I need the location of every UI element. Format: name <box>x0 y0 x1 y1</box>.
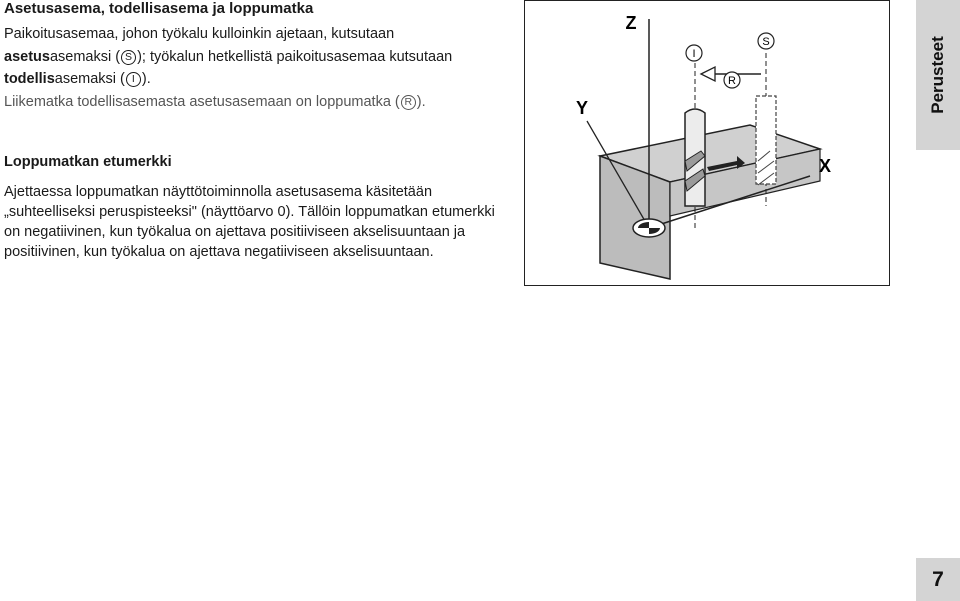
page-number: 7 <box>932 568 944 591</box>
section-tab <box>916 0 960 150</box>
intro-line-3-end: ). <box>141 71 151 87</box>
intro-line-2 <box>4 46 524 69</box>
distance-to-go-arrow-head <box>701 67 715 81</box>
page-number-box <box>916 558 960 601</box>
figure-drawing <box>525 1 888 284</box>
datum-ring <box>633 219 665 237</box>
axis-x-label: X <box>818 156 832 176</box>
intro-line-4 <box>4 91 524 114</box>
label-s: S <box>762 36 770 48</box>
intro-line-1: Paikoitusasemaa, johon työkalu kulloinkin ajetaan, kutsutaan <box>4 26 395 42</box>
intro-text <box>4 23 524 113</box>
circled-r-marker: R <box>401 95 416 110</box>
label-i: I <box>692 48 696 60</box>
circled-s-marker: S <box>121 50 136 65</box>
tool-position-figure <box>524 0 890 286</box>
intro-line-3 <box>4 68 524 91</box>
section-tab-label: Perusteet <box>928 36 947 114</box>
axis-y-label: Y <box>575 98 589 118</box>
subheading: Loppumatkan etumerkki <box>4 154 172 170</box>
axis-z-label: Z <box>625 13 637 33</box>
body-paragraph: Ajettaessa loppumatkan näyttötoiminnolla asetusasema käsitetään „suhteelliseksi peruspisteeksi" (näyttöarvo 0). Tällöin loppumatkan etumerkki on negatiivinen, kun työkalua on ajettava positiiviseen akselisuuntaan ja positiivinen, kun työkalua on ajettava negatiiviseen akselisuuntaan. <box>4 184 495 260</box>
bold-term-todellis: todellis <box>4 71 55 87</box>
intro-line-2-text: asemaksi ( <box>49 48 121 65</box>
nominal-tool-outline <box>756 96 776 184</box>
label-r: R <box>728 75 736 87</box>
section-heading: Asetusasema, todellisasema ja loppumatka <box>4 0 314 17</box>
intro-line-4-text: Liikematka todellisasemasta asetusasemaan on loppumatka ( <box>4 93 400 110</box>
bold-term-asetus: asetus <box>4 48 50 65</box>
intro-line-3-text: asemaksi ( <box>54 71 125 87</box>
circled-i-marker: I <box>126 72 141 87</box>
intro-line-4-end: ). <box>416 93 426 110</box>
intro-line-2-end: ); työkalun hetkellistä paikoitusasemaa kutsutaan <box>137 48 453 65</box>
